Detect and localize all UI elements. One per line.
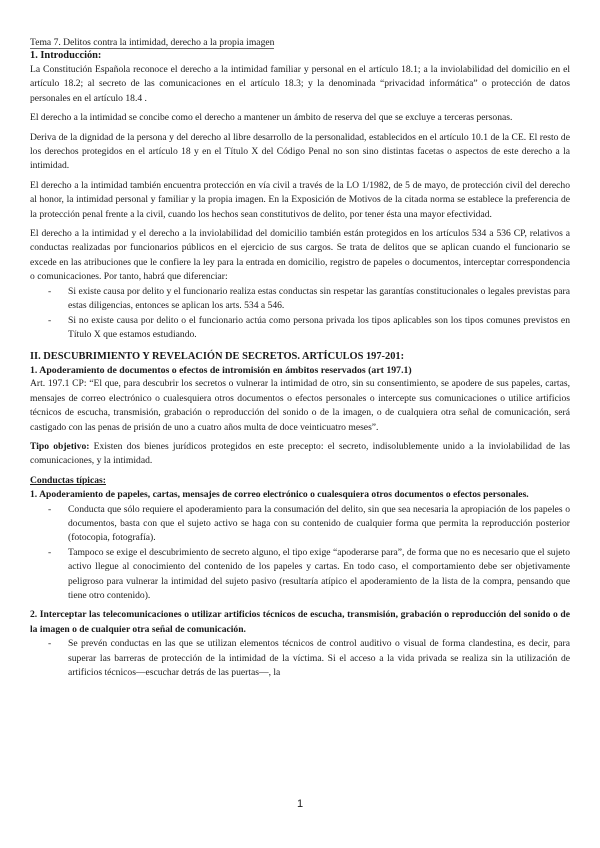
document-title: Tema 7. Delitos contra la intimidad, derecho a la propia imagen [30, 37, 275, 48]
list-item: - Conducta que sólo requiere el apoderamiento para la consumación del delito, sin que sea necesaria la apropiación de los papeles o documentos, basta con que el sujeto activo se haga con su contenido de cualquier forma que permita la reproducción posterior (fotocopia, fotografía). [68, 503, 570, 546]
paragraph: El derecho a la intimidad también encuentra protección en vía civil a través de la LO 1/1982, de 5 de mayo, de protección civil del derecho al honor, la intimidad personal y familiar y la propia imagen. En la Exposición de Motivos de la citada norma se establece la preferencia de la protección penal frente a la civil, cuando los hechos sean constitutivos de delito, por tener ésta una mayor efectividad. [30, 179, 570, 220]
tipo-objetivo-paragraph [30, 440, 570, 469]
list-item: - Si existe causa por delito y el funcionario realiza estas conductas sin respetar las garantías constitucionales o legales previstas para estas diligencias, entonces se aplican los arts. 534 a 546. [68, 285, 570, 314]
conductas-paragraph [30, 474, 570, 488]
paragraph: El derecho a la intimidad se concibe como el derecho a mantener un ámbito de reserva del que se excluye a terceras personas. [30, 112, 513, 124]
intro-heading: 1. Introducción: [30, 50, 102, 61]
bullet-list [30, 637, 570, 680]
bullet-list [30, 503, 570, 604]
document-page [30, 36, 570, 680]
section-heading: II. DESCUBRIMIENTO Y REVELACIÓN DE SECRETOS. ARTÍCULOS 197-201: [30, 351, 405, 363]
paragraph: La Constitución Española reconoce el derecho a la intimidad familiar y personal en el artículo 18.1; a la inviolabilidad del domicilio en el artículo 18.2; al secreto de las comunicaciones en el artículo 18.3; y la denominada “privacidad informática” o protección de datos personales en el artículo 18.4 . [30, 64, 570, 104]
conduct-heading-1: 1. Apoderamiento de papeles, cartas, mensajes de correo electrónico o cualesquiera otros documentos o efectos personales. [30, 489, 529, 501]
article-quote: Art. 197.1 CP: “El que, para descubrir los secretos o vulnerar la intimidad de otro, sin su consentimiento, se apodere de sus papeles, cartas, mensajes de correo electrónico o cualesquiera otros documentos o efectos personales o intercepte sus comunicaciones o utilice artificios técnicos de escucha, transmisión, grabación o reproducción del sonido o de la imagen, o de cualquiera otra señal de comunicación, será castigado con las penas de prisión de uno a cuatro años multa de doce veinticuatro meses”. [30, 378, 570, 433]
bullet-list [30, 285, 570, 343]
tipo-objetivo-text: Existen dos bienes jurídicos protegidos en este precepto: el secreto, indisolublemente unido a la inviolabilidad de las comunicaciones, y la intimidad. [30, 440, 570, 467]
conduct-heading-2: 2. Interceptar las telecomunicaciones o utilizar artificios técnicos de escucha, transmisión, grabación o reproducción del sonido o de la imagen o de cualquier otra señal de comunicación. [30, 609, 570, 635]
subsection-heading: 1. Apoderamiento de documentos o efectos de intromisión en ámbitos reservados (art 197.1) [30, 365, 412, 377]
paragraph: Deriva de la dignidad de la persona y del derecho al libre desarrollo de la personalidad, establecidos en el artículo 10.1 de la CE. El resto de los derechos protegidos en el artículo 18 y en el Título X del Código Penal no son sino distintas facetas o aspectos de este derecho a la intimidad. [30, 131, 570, 172]
tipo-objetivo-label: Tipo objetivo: [30, 440, 90, 452]
list-item: - Tampoco se exige el descubrimiento de secreto alguno, el tipo exige “apoderarse para”, de forma que no es necesario que el sujeto activo llegue al conocimiento del contenido de los papeles y cartas. En todo caso, el comportamiento debe ser objetivamente peligroso para vulnerar la intimidad del sujeto pasivo (resultaría atípico el apoderamiento de la lista de la compra, pensando que tiene otro contenido). [68, 546, 570, 604]
list-item: - Se prevén conductas en las que se utilizan elementos técnicos de control auditivo o visual de forma clandestina, es decir, para superar las barreras de protección de la intimidad de la víctima. Si el acceso a la vida privada se realiza sin la utilización de artificios técnicos—escuchar detrás de las puertas—, la [68, 637, 570, 680]
page-number: 1 [296, 798, 304, 810]
list-item: - Si no existe causa por delito o el funcionario actúa como persona privada los tipos aplicables son los tipos comunes previstos en Título X que estamos estudiando. [68, 314, 570, 343]
conductas-label: Conductas típicas: [30, 474, 106, 486]
paragraph: El derecho a la intimidad y el derecho a la inviolabilidad del domicilio también están protegidos en los artículos 534 a 536 CP, relativos a conductas realizadas por funcionarios públicos en el ejercicio de sus cargos. Se trata de delitos que se aplican cuando el funcionario se excede en las atribuciones que le confiere la ley para la entrada en domicilio, registro de papeles o documentos, interceptar correspondencia o comunicaciones. Por tanto, habrá que diferenciar: [30, 228, 570, 283]
